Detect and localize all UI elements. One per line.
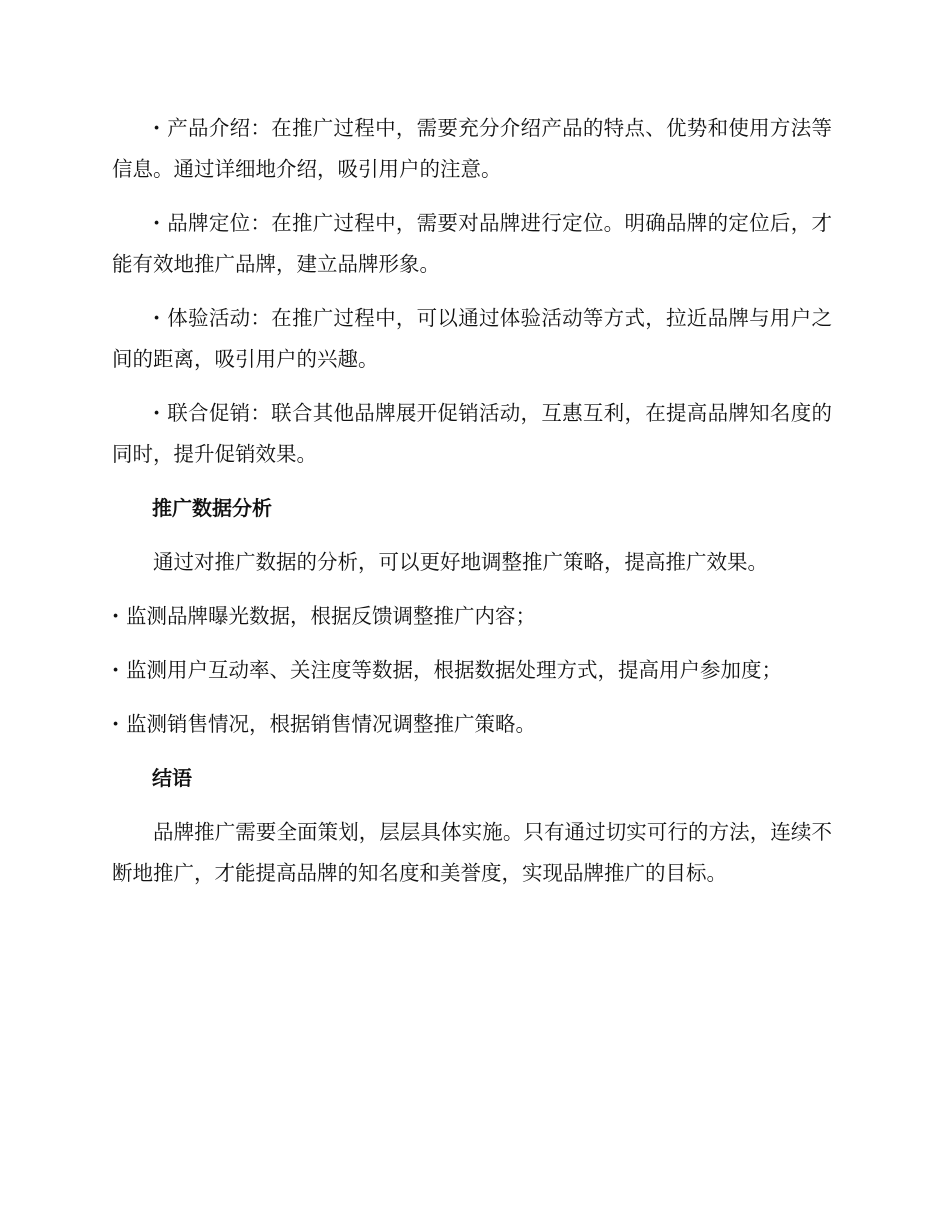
bullet-text: 联合促销：联合其他品牌展开促销活动，互惠互利，在提高品牌知名度的同时，提升促销效果。 <box>112 401 832 466</box>
bullet-brand-positioning <box>112 203 832 285</box>
bullet-marker <box>153 298 167 339</box>
bullet-product-intro <box>112 108 832 190</box>
section-heading-data-analysis: 推广数据分析 <box>152 496 272 520</box>
bullet-joint-promotion <box>112 393 832 475</box>
bullet-marker <box>153 108 167 149</box>
bullet-text: 监测用户互动率、关注度等数据，根据数据处理方式，提高用户参加度； <box>126 658 782 682</box>
bullet-monitor-interaction <box>112 650 832 691</box>
bullet-text: 产品介绍：在推广过程中，需要充分介绍产品的特点、优势和使用方法等信息。通过详细地介绍，吸引用户的注意。 <box>112 116 832 181</box>
bullet-text: 监测销售情况，根据销售情况调整推广策略。 <box>126 712 536 736</box>
document-body <box>112 108 832 907</box>
bullet-marker <box>112 650 126 691</box>
bullet-marker <box>112 596 126 637</box>
bullet-monitor-sales <box>112 704 832 745</box>
bullet-monitor-exposure <box>112 596 832 637</box>
bullet-text: 监测品牌曝光数据，根据反馈调整推广内容； <box>126 604 536 628</box>
bullet-marker <box>153 393 167 434</box>
bullet-text: 品牌定位：在推广过程中，需要对品牌进行定位。明确品牌的定位后，才能有效地推广品牌，建立品牌形象。 <box>112 211 832 276</box>
section-heading-conclusion: 结语 <box>152 766 192 790</box>
bullet-marker <box>112 704 126 745</box>
bullet-marker <box>153 203 167 244</box>
paragraph-conclusion: 品牌推广需要全面策划，层层具体实施。只有通过切实可行的方法，连续不断地推广，才能提高品牌的知名度和美誉度，实现品牌推广的目标。 <box>112 820 832 885</box>
bullet-experience-activity <box>112 298 832 380</box>
paragraph-data-analysis-intro: 通过对推广数据的分析，可以更好地调整推广策略，提高推广效果。 <box>153 550 768 574</box>
bullet-text: 体验活动：在推广过程中，可以通过体验活动等方式，拉近品牌与用户之间的距离，吸引用户的兴趣。 <box>112 306 832 371</box>
